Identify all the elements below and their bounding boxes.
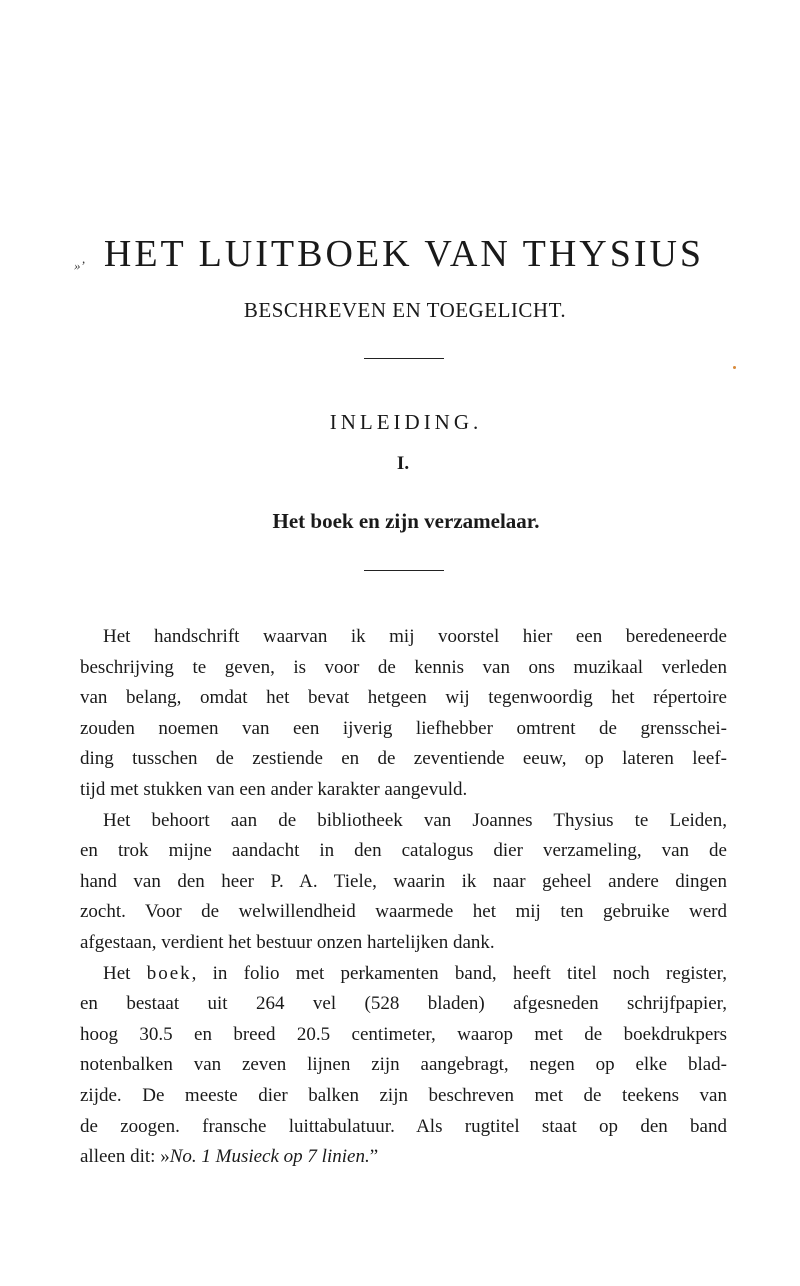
text-line: afgestaan, verdient het bestuur onzen hartelijken dank.: [80, 931, 495, 953]
text-line: en bestaat uit 264 vel (528 bladen) afgesneden schrijfpapier,: [80, 993, 727, 1015]
rugtitel-italic: No. 1 Musieck op 7 linien.: [169, 1146, 370, 1168]
text-line: zocht. Voor de welwillendheid waarmede het mij ten gebruike werd: [80, 901, 727, 923]
text-line: zouden noemen van een ijverig liefhebber omtrent de grensschei-: [80, 717, 727, 739]
spaced-word: boek: [146, 962, 192, 984]
text-line: hand van den heer P. A. Tiele, waarin ik naar geheel andere dingen: [80, 870, 727, 892]
text-line: tijd met stukken van een ander karakter aangevuld.: [80, 778, 468, 800]
text-line: hoog 30.5 en breed 20.5 centimeter, waarop met de boekdrukpers: [80, 1023, 727, 1045]
divider-rule: [364, 570, 444, 571]
paper-speck: [733, 366, 736, 369]
text-line: beschrijving te geven, is voor de kennis van ons muzikaal verleden: [80, 656, 727, 678]
chapter-title: Het boek en zijn verzamelaar.: [272, 509, 540, 533]
text-line: ding tusschen de zestiende en de zeventiende eeuw, op lateren leef-: [80, 748, 727, 770]
line-suffix: ”: [369, 1146, 379, 1168]
line-prefix: alleen dit: »: [80, 1146, 170, 1168]
text-line: Het handschrift waarvan ik mij voorstel hier een beredeneerde: [103, 626, 727, 647]
divider-rule: [364, 358, 444, 359]
text-line: Het behoort aan de bibliotheek van Joannes Thysius te Leiden,: [103, 809, 727, 831]
text-line: de zoogen. fransche luittabulatuur. Als rugtitel staat op den band: [80, 1115, 727, 1137]
text-line: van belang, omdat het bevat hetgeen wij tegenwoordig het répertoire: [80, 687, 727, 709]
text-line: Het boek, in folio met perkamenten band, heeft titel noch register,: [103, 962, 727, 984]
margin-mark: »’: [74, 258, 85, 273]
page-title: HET LUITBOEK VAN THYSIUS: [103, 233, 705, 275]
body-text: [80, 622, 727, 1173]
text-line: en trok mijne aandacht in den catalogus dier verzameling, van de: [80, 840, 727, 862]
text-line-last: [80, 1142, 727, 1173]
chapter-number: I.: [396, 453, 410, 474]
text-line: zijde. De meeste dier balken zijn beschreven met de teekens van: [80, 1084, 727, 1106]
text-line: notenbalken van zeven lijnen zijn aangebragt, negen op elke blad-: [80, 1054, 727, 1076]
page-subtitle: BESCHREVEN EN TOEGELICHT.: [243, 298, 567, 322]
section-heading: INLEIDING.: [329, 410, 483, 434]
